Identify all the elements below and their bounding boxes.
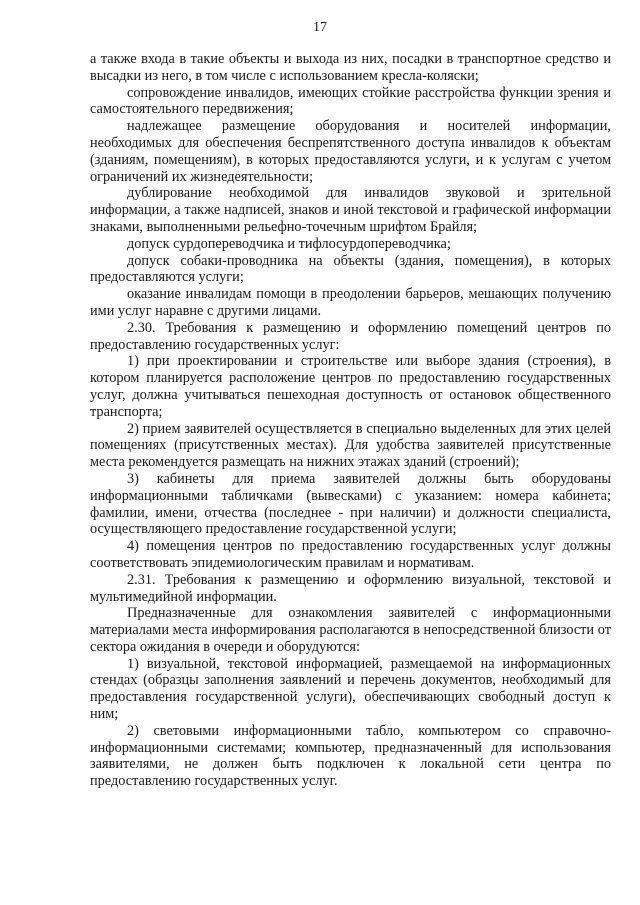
section-2-31-heading: 2.31. Требования к размещению и оформлению визуальной, текстовой и мультимедийной информации. — [90, 571, 611, 605]
paragraph-interpreter: допуск сурдопереводчика и тифлосурдопереводчика; — [127, 235, 451, 252]
list-item-2-31-1: 1) визуальной, текстовой информацией, размещаемой на информационных стендах (образцы заполнения заявлений и перечень документов, необходимый для предоставления государственной услуги), обеспечивающих свободный доступ к ним; — [90, 655, 611, 723]
document-body — [90, 51, 611, 790]
list-item-2-30-2: 2) прием заявителей осуществляется в специально выделенных для этих целей помещениях (присутственных местах). Для удобства заявителей присутственные места рекомендуется размещать на нижних этажах зданий (строений); — [90, 420, 611, 471]
section-2-30-heading: 2.30. Требования к размещению и оформлению помещений центров по предоставлению государственных услуг: — [90, 319, 611, 353]
paragraph-continuation: а также входа в такие объекты и выхода из них, посадки в транспортное средство и высадки из него, в том числе с использованием кресла-коляски; — [90, 51, 611, 84]
paragraph-escort: сопровождение инвалидов, имеющих стойкие расстройства функции зрения и самостоятельного передвижения; — [90, 84, 611, 118]
paragraph-equipment: надлежащее размещение оборудования и носителей информации, необходимых для обеспечения беспрепятственного доступа инвалидов к объектам (зданиям, помещениям), в которых предоставляются услуги, и к услугам с учетом ограничений их жизнедеятельности; — [90, 118, 611, 185]
list-item-2-31-2: 2) световыми информационными табло, компьютером со справочно-информационными системами; компьютер, предназначенный для использования заявителями, не должен быть подключен к локальной сети центра по предоставлению государственных услуг. — [90, 722, 611, 790]
list-item-2-30-4: 4) помещения центров по предоставлению государственных услуг должны соответствовать эпидемиологическим правилам и нормативам. — [90, 538, 611, 571]
page-number: 17 — [313, 20, 327, 35]
paragraph-braille: дублирование необходимой для инвалидов звуковой и зрительной информации, а также надписей, знаков и иной текстовой и графической информации знаками, выполненными рельефно-точечным шрифтом Брайля; — [90, 185, 611, 235]
list-item-2-30-3: 3) кабинеты для приема заявителей должны быть оборудованы информационными табличками (вывесками) с указанием: номера кабинета; фамилии, имени, отчества (последнее - при наличии) и должности специалиста, осуществляющего предоставление государственной услуги; — [90, 470, 611, 538]
paragraph-guide-dog: допуск собаки-проводника на объекты (здания, помещения), в которых предоставляются услуги; — [90, 252, 611, 286]
paragraph-assistance: оказание инвалидам помощи в преодолении барьеров, мешающих получению ими услуг наравне с другими лицами. — [90, 286, 611, 319]
paragraph-info-places: Предназначенные для ознакомления заявителей с информационными материалами места информирования располагаются в непосредственной близости от сектора ожидания в очереди и оборудуются: — [90, 605, 611, 655]
list-item-2-30-1: 1) при проектировании и строительстве или выборе здания (строения), в котором планируется расположение центров по предоставлению государственных услуг, должна учитываться пешеходная доступность от остановок общественного транспорта; — [90, 353, 611, 420]
